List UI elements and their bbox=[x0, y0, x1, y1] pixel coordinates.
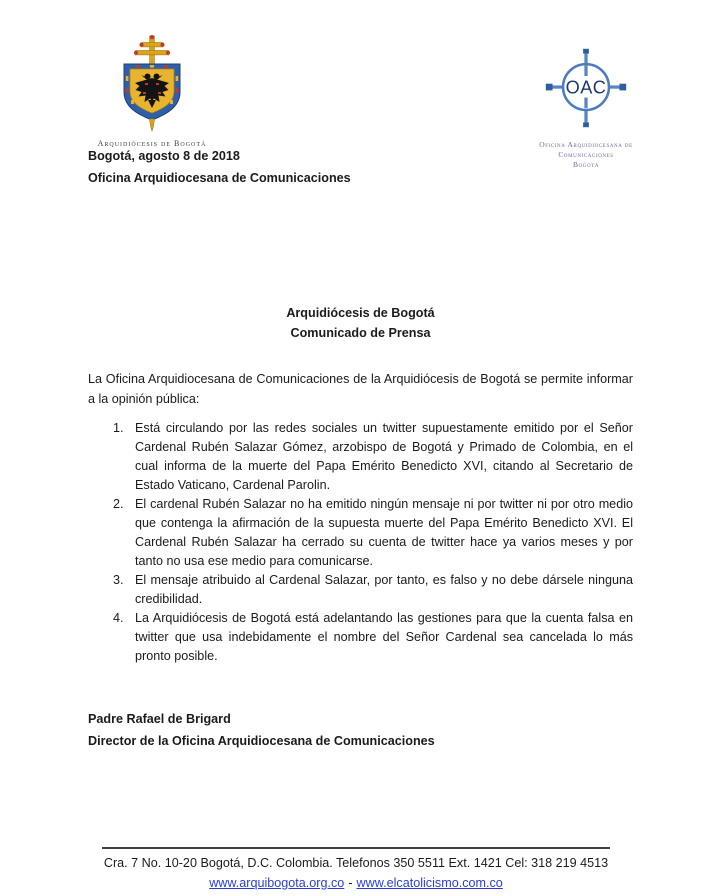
date-block bbox=[88, 145, 633, 189]
oac-caption-line3: Bogotá bbox=[572, 160, 600, 169]
page-footer bbox=[0, 847, 712, 892]
oac-caption-line1: Oficina Arquidiocesana de bbox=[539, 140, 633, 149]
list-item bbox=[88, 419, 633, 495]
footer-links bbox=[0, 874, 712, 892]
crest-caption: Arquidiócesis de Bogotá bbox=[97, 139, 207, 148]
list-item bbox=[88, 495, 633, 571]
list-item bbox=[88, 609, 633, 666]
oac-cross-circle-icon bbox=[538, 44, 634, 132]
list-item-text: El mensaje atribuido al Cardenal Salazar, por tanto, es falso y no debe dársele ninguna credibilidad. bbox=[135, 573, 633, 606]
archdiocese-crest-logo bbox=[96, 34, 208, 148]
list-item-number: 4. bbox=[113, 611, 124, 625]
list-item-text: El cardenal Rubén Salazar no ha emitido ningún mensaje ni por twitter ni por otro medio que contenga la afirmación de la supuesta muerte del Papa Emérito Benedicto XVI. El Cardenal Rubén Salazar ha cerrado su cuenta de twitter hace ya varios meses y por tanto no usa ese medio para comunicarse. bbox=[135, 497, 633, 568]
document-title bbox=[88, 303, 633, 343]
footer-address: Cra. 7 No. 10-20 Bogotá, D.C. Colombia. Telefonos 350 5511 Ext. 1421 Cel: 318 219 4513 bbox=[103, 856, 609, 870]
arquibogota-link[interactable]: www.arquibogota.org.co bbox=[209, 876, 345, 890]
signature-block bbox=[88, 708, 633, 752]
archdiocese-crest-icon bbox=[112, 34, 192, 132]
office-line: Oficina Arquidiocesana de Comunicaciones bbox=[88, 171, 351, 185]
list-item bbox=[88, 571, 633, 609]
signature-name: Padre Rafael de Brigard bbox=[88, 712, 231, 726]
list-item-number: 3. bbox=[113, 573, 124, 587]
list-item-number: 1. bbox=[113, 421, 124, 435]
list-item-text: La Arquidiócesis de Bogotá está adelantando las gestiones para que la cuenta falsa en twitter que usa indebidamente el nombre del Señor Cardenal sea cancelada lo más pronto posible. bbox=[135, 611, 633, 663]
document-body bbox=[88, 145, 633, 752]
date-line: Bogotá, agosto 8 de 2018 bbox=[88, 149, 240, 163]
link-separator: - bbox=[348, 876, 353, 890]
list-item-number: 2. bbox=[113, 497, 124, 511]
oac-caption-line2: Comunicaciones bbox=[558, 150, 614, 159]
oac-acronym: OAC bbox=[565, 77, 607, 98]
title-line1: Arquidiócesis de Bogotá bbox=[286, 306, 435, 320]
numbered-list bbox=[88, 419, 633, 666]
footer-divider bbox=[102, 847, 610, 849]
list-item-text: Está circulando por las redes sociales un twitter supuestamente emitido por el Señor Cardenal Rubén Salazar Gómez, arzobispo de Bogotá y Primado de Colombia, en el cual informa de la muerte del Papa Emérito Benedicto XVI, citando al Secretario de Estado Vaticano, Cardenal Parolin. bbox=[135, 421, 633, 492]
intro-paragraph: La Oficina Arquidiocesana de Comunicaciones de la Arquidiócesis de Bogotá se permite informar a la opinión pública: bbox=[88, 372, 633, 406]
signature-role: Director de la Oficina Arquidiocesana de Comunicaciones bbox=[88, 734, 435, 748]
elcatolicismo-link[interactable]: www.elcatolicismo.com.co bbox=[356, 876, 503, 890]
title-line2: Comunicado de Prensa bbox=[290, 326, 431, 340]
